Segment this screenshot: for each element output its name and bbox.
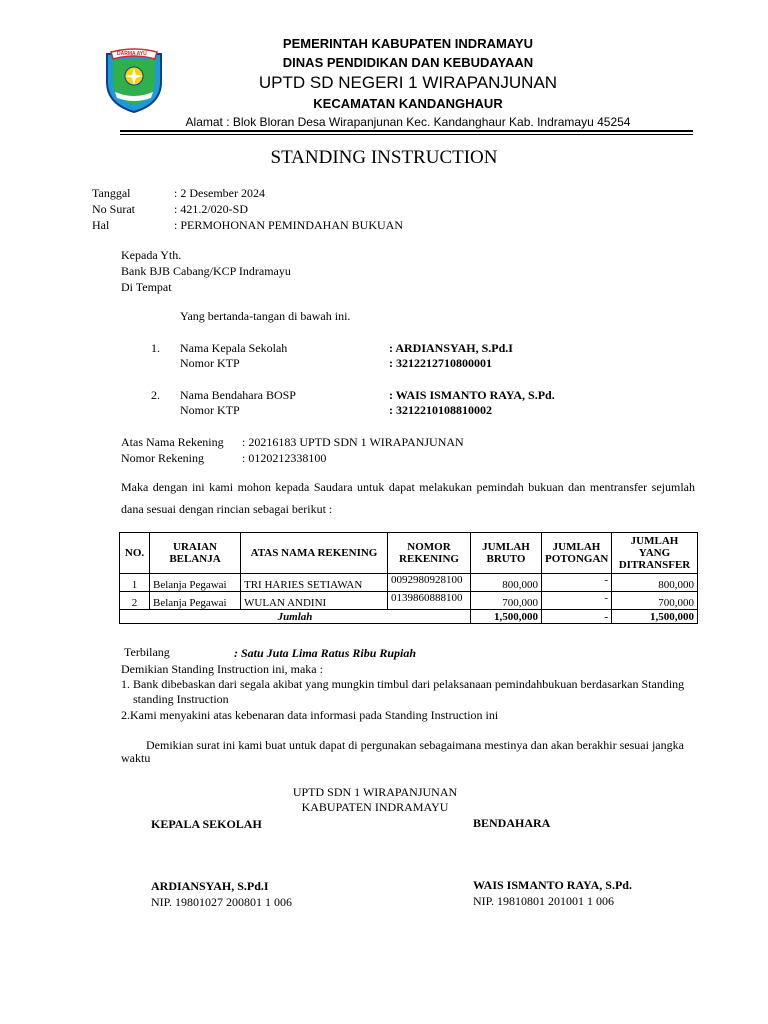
signature-org-line1: UPTD SDN 1 WIRAPANJUNAN — [292, 785, 458, 799]
meta-label: Hal — [92, 218, 110, 232]
letterhead-line1: PEMERINTAH KABUPATEN INDRAMAYU — [282, 36, 534, 51]
signer-1-values — [389, 341, 513, 371]
account-label: Nomor Rekening — [121, 451, 204, 465]
col-header-no: NO. — [120, 533, 150, 574]
account-block — [121, 434, 464, 466]
meta-row-subject — [92, 217, 403, 233]
terbilang-label: Terbilang — [124, 645, 170, 659]
transfer-table — [119, 532, 698, 624]
cell-bruto: 700,000 — [471, 592, 542, 610]
cell-rekening: 0092980928100 — [388, 574, 471, 592]
signer-1-no: 1. — [151, 341, 160, 355]
meta-label: Tanggal — [92, 186, 131, 200]
request-line-1: Maka dengan ini kami mohon kepada Saudara untuk dapat melakukan pemindah bukuan dan mentransfer sejumlah — [121, 480, 695, 494]
regency-logo — [103, 48, 165, 114]
right-signature-title: BENDAHARA — [473, 816, 551, 830]
table-header-row — [120, 533, 698, 574]
recipient-block — [121, 247, 291, 295]
meta-row-date — [92, 185, 403, 201]
col-header-nama: ATAS NAMA REKENING — [241, 533, 388, 574]
col-header-potongan: JUMLAH POTONGAN — [542, 533, 612, 574]
signer-name: : ARDIANSYAH, S.Pd.I — [389, 341, 513, 355]
letterhead-school-name: UPTD SD NEGERI 1 WIRAPANJUNAN — [258, 73, 558, 92]
cell-transfer: 700,000 — [612, 592, 698, 610]
left-signer-name: ARDIANSYAH, S.Pd.I — [151, 879, 269, 893]
total-bruto: 1,500,000 — [471, 610, 542, 624]
cell-uraian: Belanja Pegawai — [150, 574, 241, 592]
col-header-transfer: JUMLAH YANG DITRANSFER — [612, 533, 698, 574]
signer-ktp-label: Nomor KTP — [180, 356, 240, 370]
right-signer-nip: NIP. 19810801 201001 1 006 — [473, 894, 615, 908]
cell-transfer: 800,000 — [612, 574, 698, 592]
signer-2-values — [389, 388, 555, 418]
account-value: : 0120212338100 — [242, 451, 327, 465]
table-row — [120, 574, 698, 592]
point-1-line-2: standing Instruction — [133, 692, 229, 706]
cell-potongan: - — [542, 574, 612, 592]
meta-value: : PERMOHONAN PEMINDAHAN BUKUAN — [174, 218, 404, 232]
letterhead-line2: DINAS PENDIDIKAN DAN KEBUDAYAAN — [282, 55, 534, 70]
left-signature-block — [151, 878, 292, 910]
left-signature-title: KEPALA SEKOLAH — [151, 817, 262, 831]
total-transfer: 1,500,000 — [612, 610, 698, 624]
col-header-bruto: JUMLAH BRUTO — [471, 533, 542, 574]
letterhead-rule-thick — [120, 130, 693, 132]
meta-value: : 2 Desember 2024 — [174, 186, 265, 200]
account-row-number — [121, 450, 464, 466]
logo-ribbon-text: DARMA AYU — [117, 51, 147, 57]
account-value: : 20216183 UPTD SDN 1 WIRAPANJUNAN — [242, 435, 464, 449]
cell-bruto: 800,000 — [471, 574, 542, 592]
point-2: 2.Kami menyakini atas kebenaran data informasi pada Standing Instruction ini — [121, 708, 499, 722]
signer-2-no: 2. — [151, 388, 160, 402]
total-label: Jumlah — [120, 610, 471, 624]
closing-line-1: Demikian surat ini kami buat untuk dapat di pergunakan sebagaimana mestinya dan akan berakhir sesuai jangka — [146, 738, 684, 752]
account-label: Atas Nama Rekening — [121, 435, 224, 449]
left-signer-nip: NIP. 19801027 200801 1 006 — [151, 895, 293, 909]
signer-2-labels — [180, 388, 296, 418]
cell-uraian: Belanja Pegawai — [150, 592, 241, 610]
cell-potongan: - — [542, 592, 612, 610]
cell-nama: WULAN ANDINI — [241, 592, 388, 610]
signature-org — [240, 785, 510, 815]
letterhead-address: Alamat : Blok Bloran Desa Wirapanjunan Kec. Kandanghaur Kab. Indramayu 45254 — [185, 115, 631, 129]
signer-ktp: : 3212210108810002 — [389, 403, 492, 417]
regency-emblem-icon — [103, 48, 165, 114]
letterhead-district: KECAMATAN KANDANGHAUR — [313, 96, 503, 111]
recipient-line: Di Tempat — [121, 280, 172, 294]
letterhead-rule-thin — [120, 134, 693, 135]
demikian-intro: Demikian Standing Instruction ini, maka : — [121, 662, 323, 676]
signer-1-labels — [180, 341, 287, 371]
cell-no: 2 — [120, 592, 150, 610]
total-potongan: - — [542, 610, 612, 624]
signer-role-label: Nama Bendahara BOSP — [180, 388, 296, 402]
signer-ktp: : 3212212710800001 — [389, 356, 492, 370]
signer-role-label: Nama Kepala Sekolah — [180, 341, 288, 355]
meta-label: No Surat — [92, 202, 135, 216]
closing-line-2: waktu — [121, 751, 151, 765]
document-title: STANDING INSTRUCTION — [270, 147, 498, 168]
right-signer-name: WAIS ISMANTO RAYA, S.Pd. — [473, 878, 632, 892]
meta-value: : 421.2/020-SD — [174, 202, 249, 216]
signer-name: : WAIS ISMANTO RAYA, S.Pd. — [389, 388, 555, 402]
table-total-row — [120, 610, 698, 624]
table-row — [120, 592, 698, 610]
intro-text: Yang bertanda-tangan di bawah ini. — [180, 309, 351, 323]
right-signature-block — [473, 877, 632, 909]
col-header-rekening: NOMOR REKENING — [388, 533, 471, 574]
cell-no: 1 — [120, 574, 150, 592]
cell-nama: TRI HARIES SETIAWAN — [241, 574, 388, 592]
meta-row-number — [92, 201, 403, 217]
account-row-name — [121, 434, 464, 450]
recipient-line: Kepada Yth. — [121, 248, 182, 262]
col-header-uraian: URAIAN BELANJA — [150, 533, 241, 574]
cell-rekening: 0139860888100 — [388, 592, 471, 610]
signature-org-line2: KABUPATEN INDRAMAYU — [301, 800, 449, 814]
point-1-line-1: 1. Bank dibebaskan dari segala akibat yang mungkin timbul dari pelaksanaan pemindahbukuan berdasarkan Standing — [121, 677, 685, 691]
terbilang-value: : Satu Juta Lima Ratus Ribu Rupiah — [234, 646, 417, 660]
signer-ktp-label: Nomor KTP — [180, 403, 240, 417]
recipient-line: Bank BJB Cabang/KCP Indramayu — [121, 264, 291, 278]
request-line-2: dana sesuai dengan rincian sebagai berikut : — [121, 502, 333, 516]
letter-meta — [92, 185, 403, 233]
